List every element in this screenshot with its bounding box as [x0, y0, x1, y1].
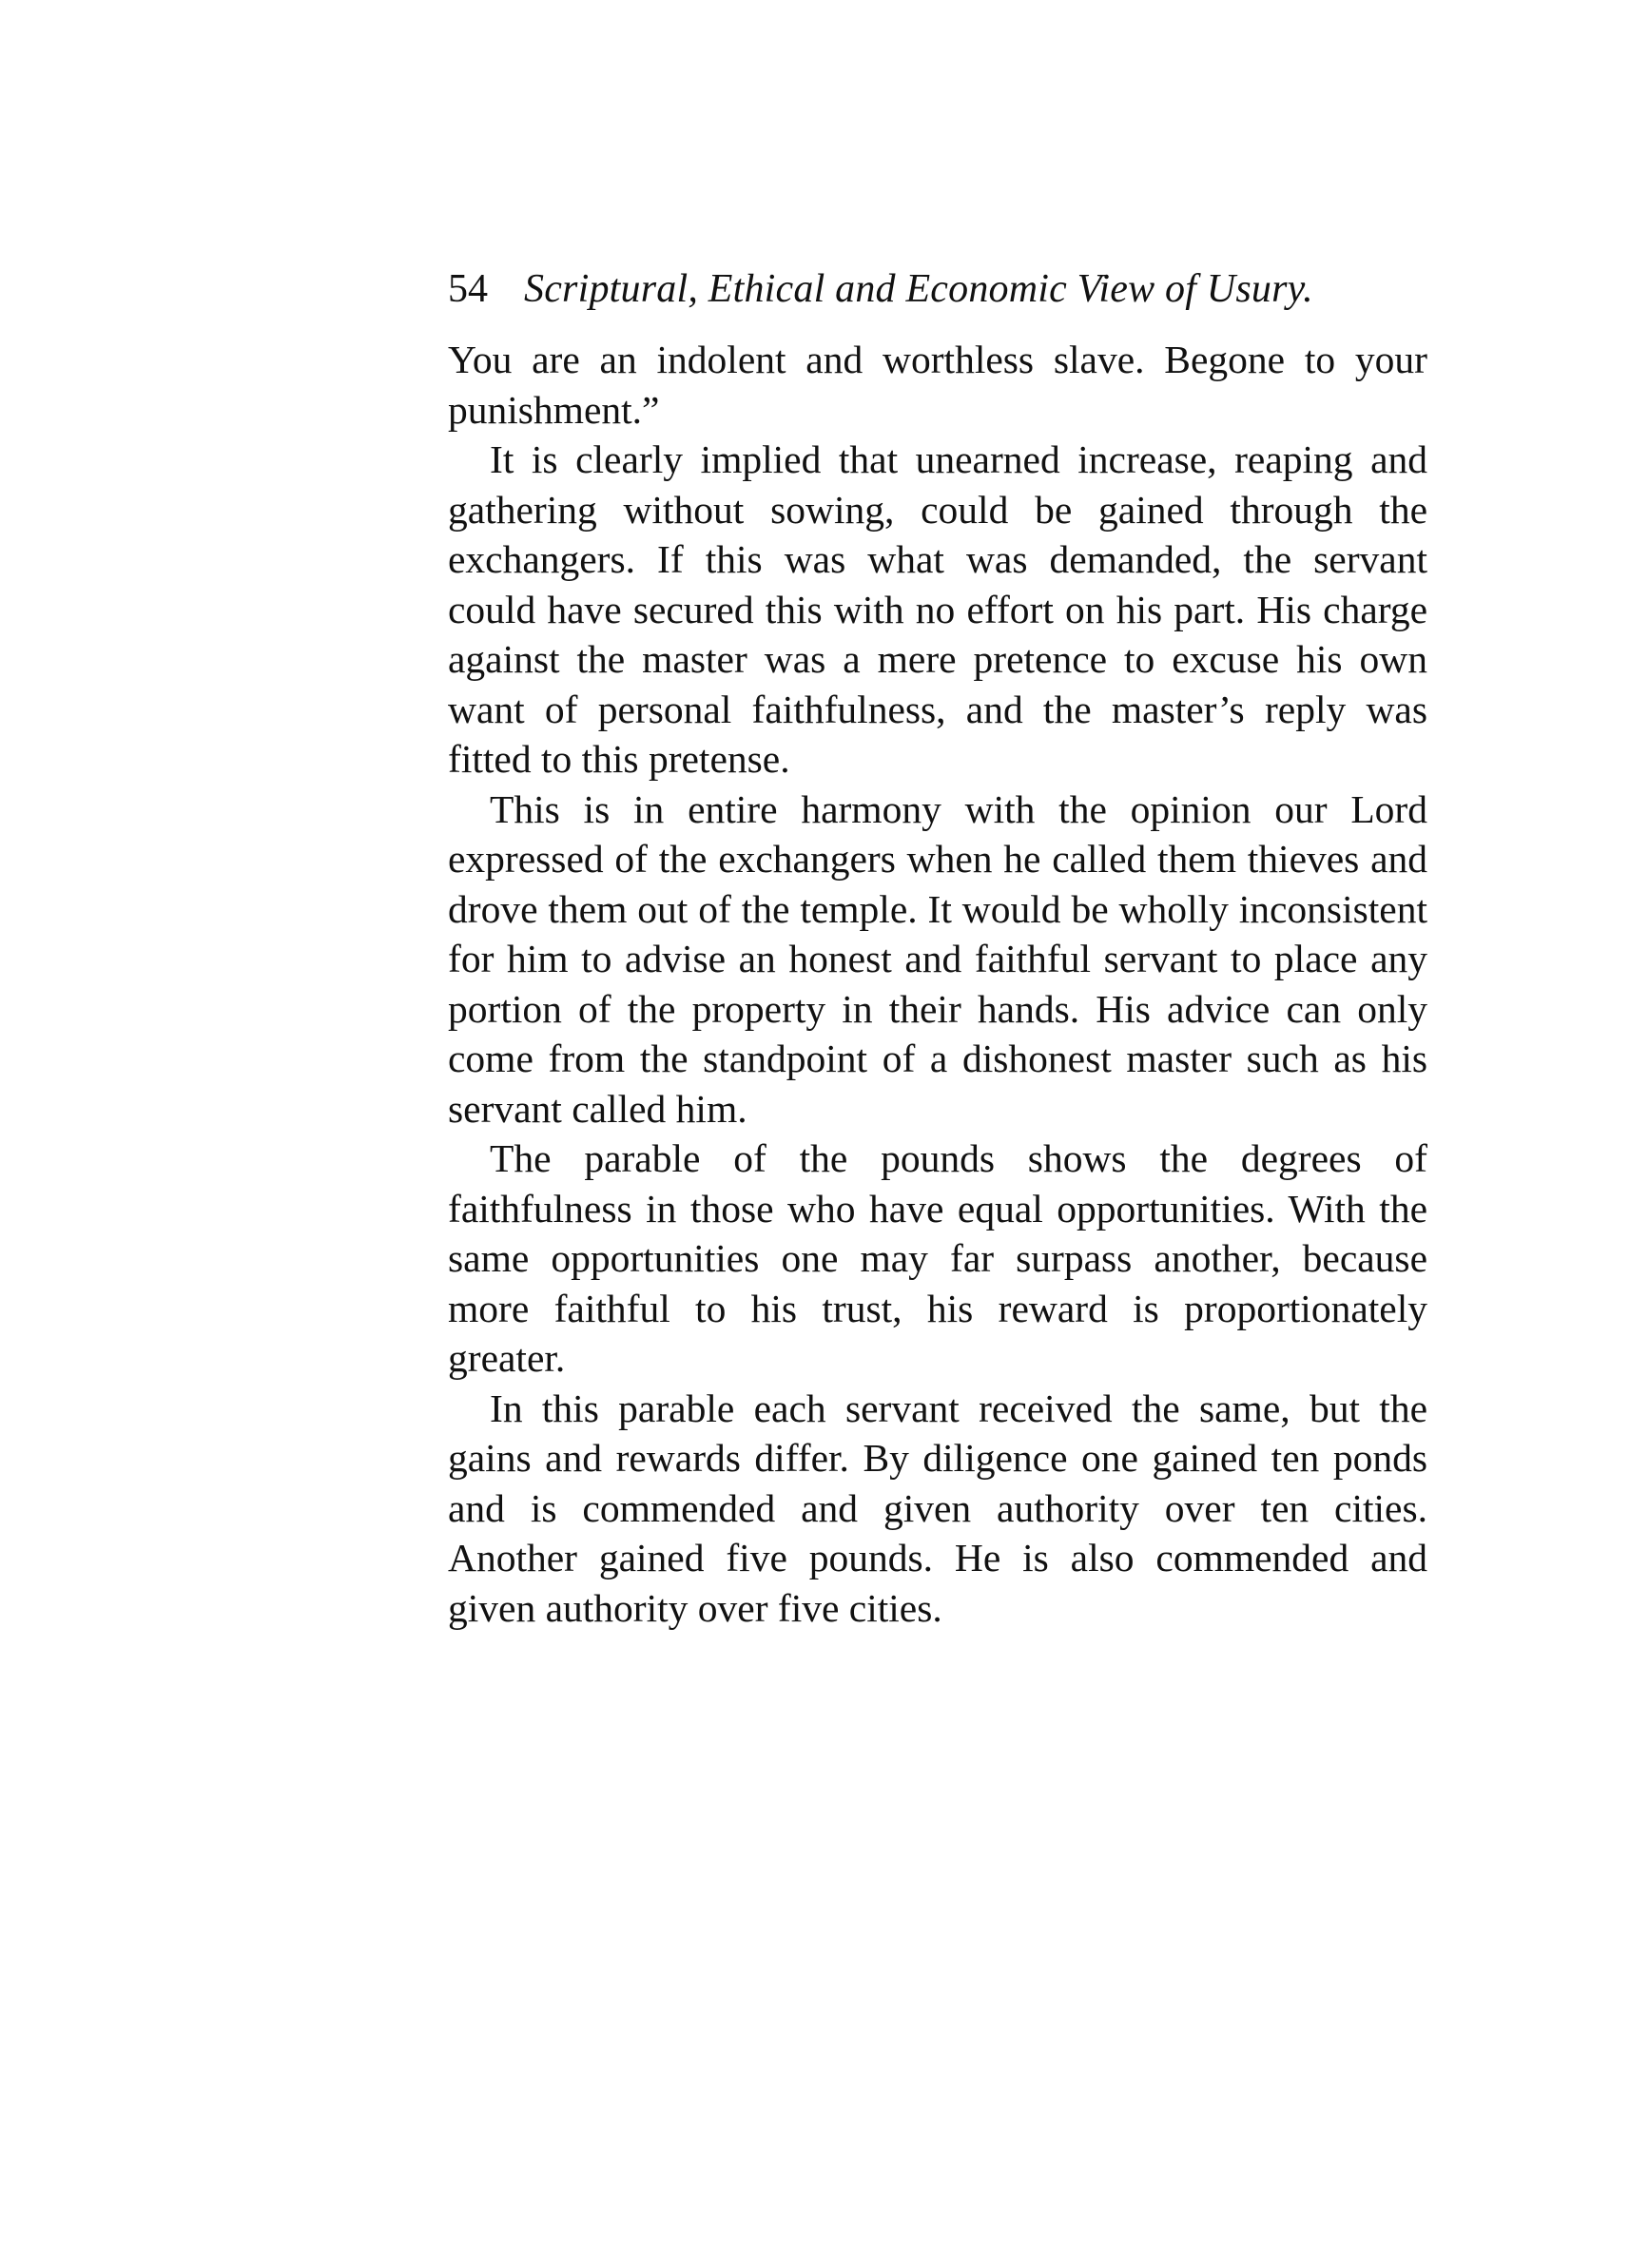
body-text — [448, 335, 1427, 1633]
paragraph: It is clearly implied that unearned increase, reaping and gathering without sowing, could be gained through the exchangers. If this was what was demanded, the servant could have secured this with no effort on his part. His charge against the master was a mere pretence to excuse his own want of personal faithfulness, and the master’s reply was fitted to this pretense. — [448, 437, 1427, 781]
paragraph: The parable of the pounds shows the degrees of faithfulness in those who have equal opportunities. With the same opportunities one may far surpass another, because more faithful to his trust, his reward is proportionately greater. — [448, 1136, 1427, 1380]
page-number: 54 — [448, 267, 488, 311]
paragraph: In this parable each servant received the same, but the gains and rewards differ. By diligence one gained ten ponds and is commended and given authority over ten cities. Another gained five pounds. He is also commended and given authority over five cities. — [448, 1386, 1427, 1630]
paragraph-continuation: You are an indolent and worthless slave. Begone to your punishment.” — [448, 338, 1427, 432]
running-head — [448, 264, 1427, 314]
book-page — [448, 264, 1427, 1633]
paragraph: This is in entire harmony with the opinion our Lord expressed of the exchangers when he called them thieves and drove them out of the temple. It would be wholly inconsistent for him to advise an honest and faithful servant to place any portion of the property in their hands. His advice can only come from the standpoint of a dishonest master such as his servant called him. — [448, 786, 1427, 1131]
running-title: Scriptural, Ethical and Economic View of Usury. — [524, 267, 1313, 311]
